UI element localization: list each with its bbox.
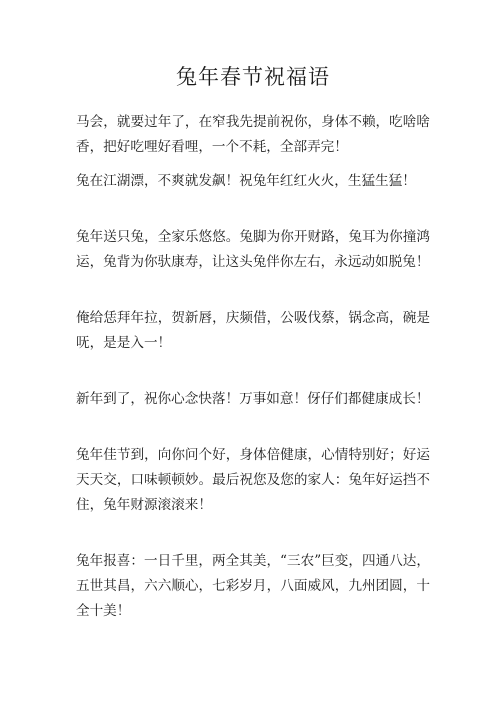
paragraph: 兔年佳节到，向你问个好，身体倍健康，心情特别好；好运天天交，口味顿顿妙。最后祝您及您的家人：兔年好运挡不住，兔年财源滚滚来！ <box>76 447 430 513</box>
paragraph: 兔在江湖漂，不爽就发飙！祝兔年红红火火，生猛生猛！ <box>76 173 416 189</box>
paragraph: 兔年送只兔，全家乐悠悠。兔脚为你开财路，兔耳为你撞鸿运，兔背为你驮康寿，让这头兔伴你左右，永远动如脱兔！ <box>76 229 430 270</box>
paragraph: 新年到了，祝你心念快落！万事如意！伢仔们都健康成长！ <box>76 391 430 407</box>
paragraph: 俺给恁拜年拉，贺新唇，庆频借，公吸伐蔡，锅念高，碗是呒，是是入一！ <box>76 310 430 351</box>
paragraph: 兔年报喜：一日千里，两全其美，“三农”巨变，四通八达，五世其昌，六六顺心，七彩岁月，八面威风，九州团圆，十全十美！ <box>76 553 430 619</box>
paragraph: 马会，就要过年了，在窄我先提前祝你，身体不赖，吃啥啥香，把好吃哩好看哩，一个不耗，全部弄完！ <box>76 114 430 155</box>
document-title: 兔年春节祝福语 <box>176 65 330 89</box>
